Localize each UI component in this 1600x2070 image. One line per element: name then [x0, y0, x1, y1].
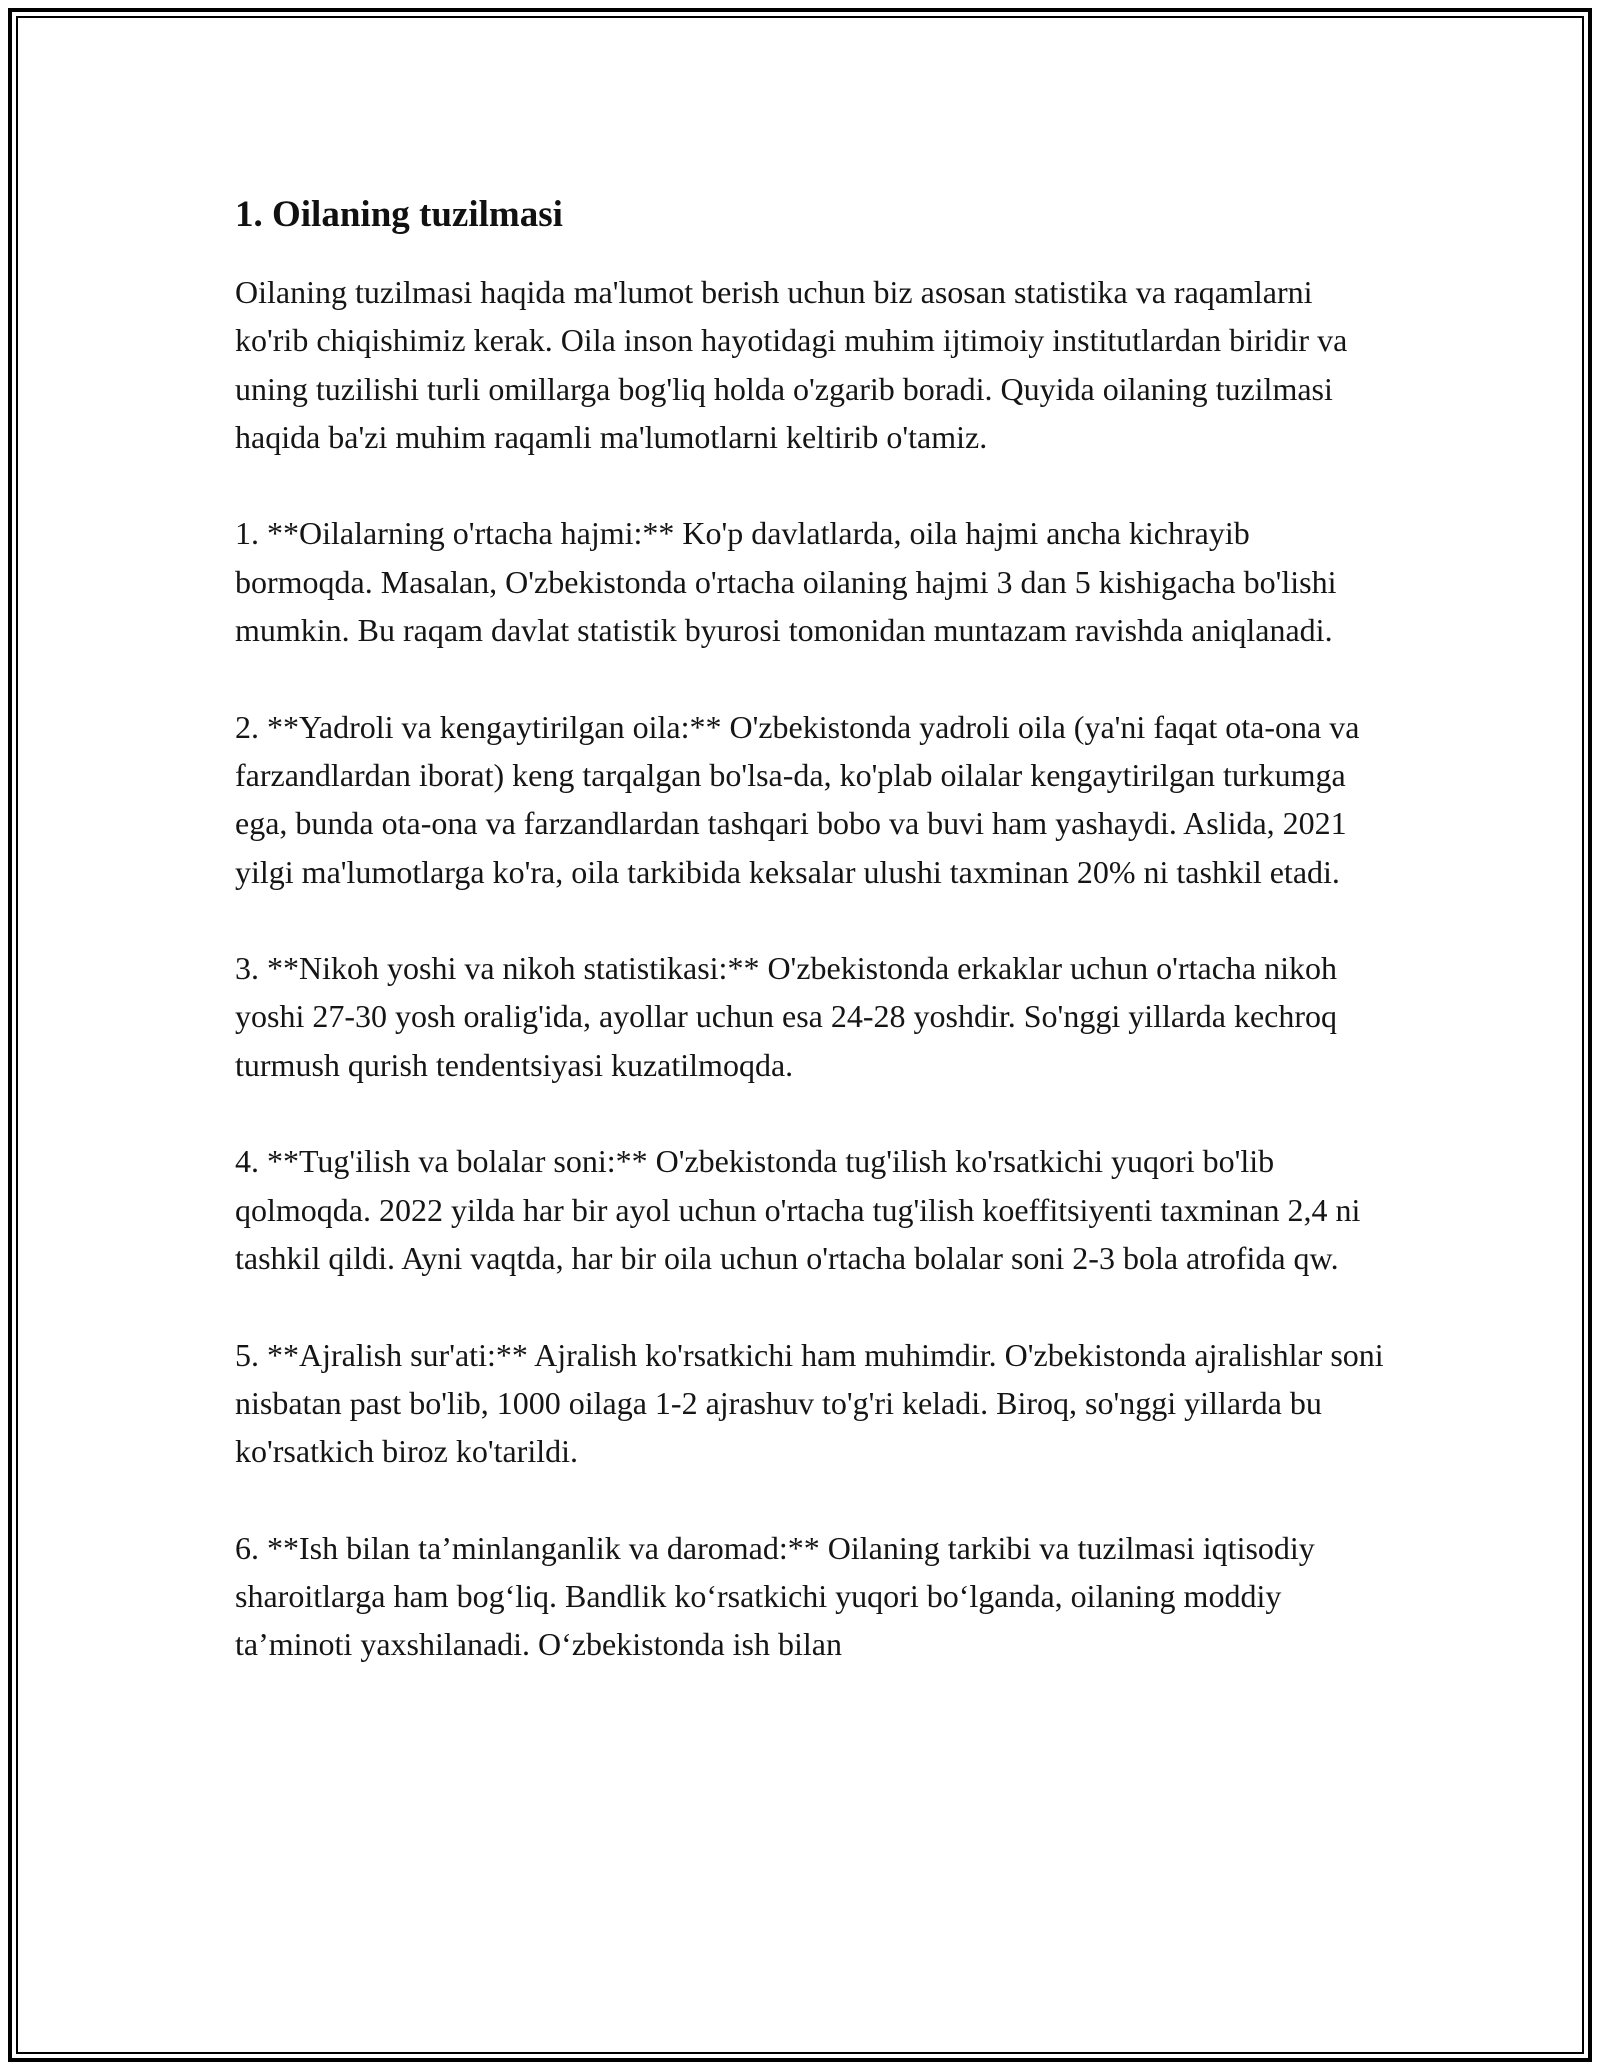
- document-body: [235, 182, 1385, 1717]
- paragraph-average-family-size: 1. **Oilalarning o'rtacha hajmi:** Ko'p davlatlarda, oila hajmi ancha kichrayib bormoqda. Masalan, O'zbekistonda o'rtacha oilaning hajmi 3 dan 5 kishigacha bo'lishi mumkin. Bu raqam davlat statistik byurosi tomonidan muntazam ravishda aniqlanadi.: [235, 515, 1337, 649]
- paragraph-nuclear-extended-family: 2. **Yadroli va kengaytirilgan oila:** O'zbekistonda yadroli oila (ya'ni faqat ota-ona va farzandlardan iborat) keng tarqalgan bo'lsa-da, ko'plab oilalar kengaytirilgan turkumga ega, bunda ota-ona va farzandlardan tashqari bobo va buvi ham yashaydi. Aslida, 2021 yilgi ma'lumotlarga ko'ra, oila tarkibida keksalar ulushi taxminan 20% ni tashkil etadi.: [235, 708, 1360, 890]
- paragraph-employment-income: 6. **Ish bilan ta’minlanganlik va daromad:** Oilaning tarkibi va tuzilmasi iqtisodiy sharoitlarga ham bog‘liq. Bandlik ko‘rsatkichi yuqori bo‘lganda, oilaning moddiy ta’minoti yaxshilanadi. O‘zbekistonda ish bilan: [235, 1529, 1315, 1663]
- paragraph-marriage-age: 3. **Nikoh yoshi va nikoh statistikasi:** O'zbekistonda erkaklar uchun o'rtacha nikoh yoshi 27-30 yosh oralig'ida, ayollar uchun esa 24-28 yoshdir. So'nggi yillarda kechroq turmush qurish tendentsiyasi kuzatilmoqda.: [235, 950, 1337, 1083]
- paragraph-divorce-rate: 5. **Ajralish sur'ati:** Ajralish ko'rsatkichi ham muhimdir. O'zbekistonda ajralishlar soni nisbatan past bo'lib, 1000 oilaga 1-2 ajrashuv to'g'ri keladi. Biroq, so'nggi yillarda bu ko'rsatkich biroz ko'tarildi.: [235, 1336, 1384, 1470]
- page-title: 1. Oilaning tuzilmasi: [235, 194, 563, 235]
- intro-paragraph: Oilaning tuzilmasi haqida ma'lumot berish uchun biz asosan statistika va raqamlarni ko'rib chiqishimiz kerak. Oila inson hayotidagi muhim ijtimoiy institutlardan biridir va uning tuzilishi turli omillarga bog'liq holda o'zgarib boradi. Quyida oilaning tuzilmasi haqida ba'zi muhim raqamli ma'lumotlarni keltirib o'tamiz.: [235, 274, 1348, 455]
- paragraph-birth-rate: 4. **Tug'ilish va bolalar soni:** O'zbekistonda tug'ilish ko'rsatkichi yuqori bo'lib qolmoqda. 2022 yilda har bir ayol uchun o'rtacha tug'ilish koeffitsiyenti taxminan 2,4 ni tashkil qildi. Ayni vaqtda, har bir oila uchun o'rtacha bolalar soni 2-3 bola atrofida qw.: [235, 1143, 1361, 1276]
